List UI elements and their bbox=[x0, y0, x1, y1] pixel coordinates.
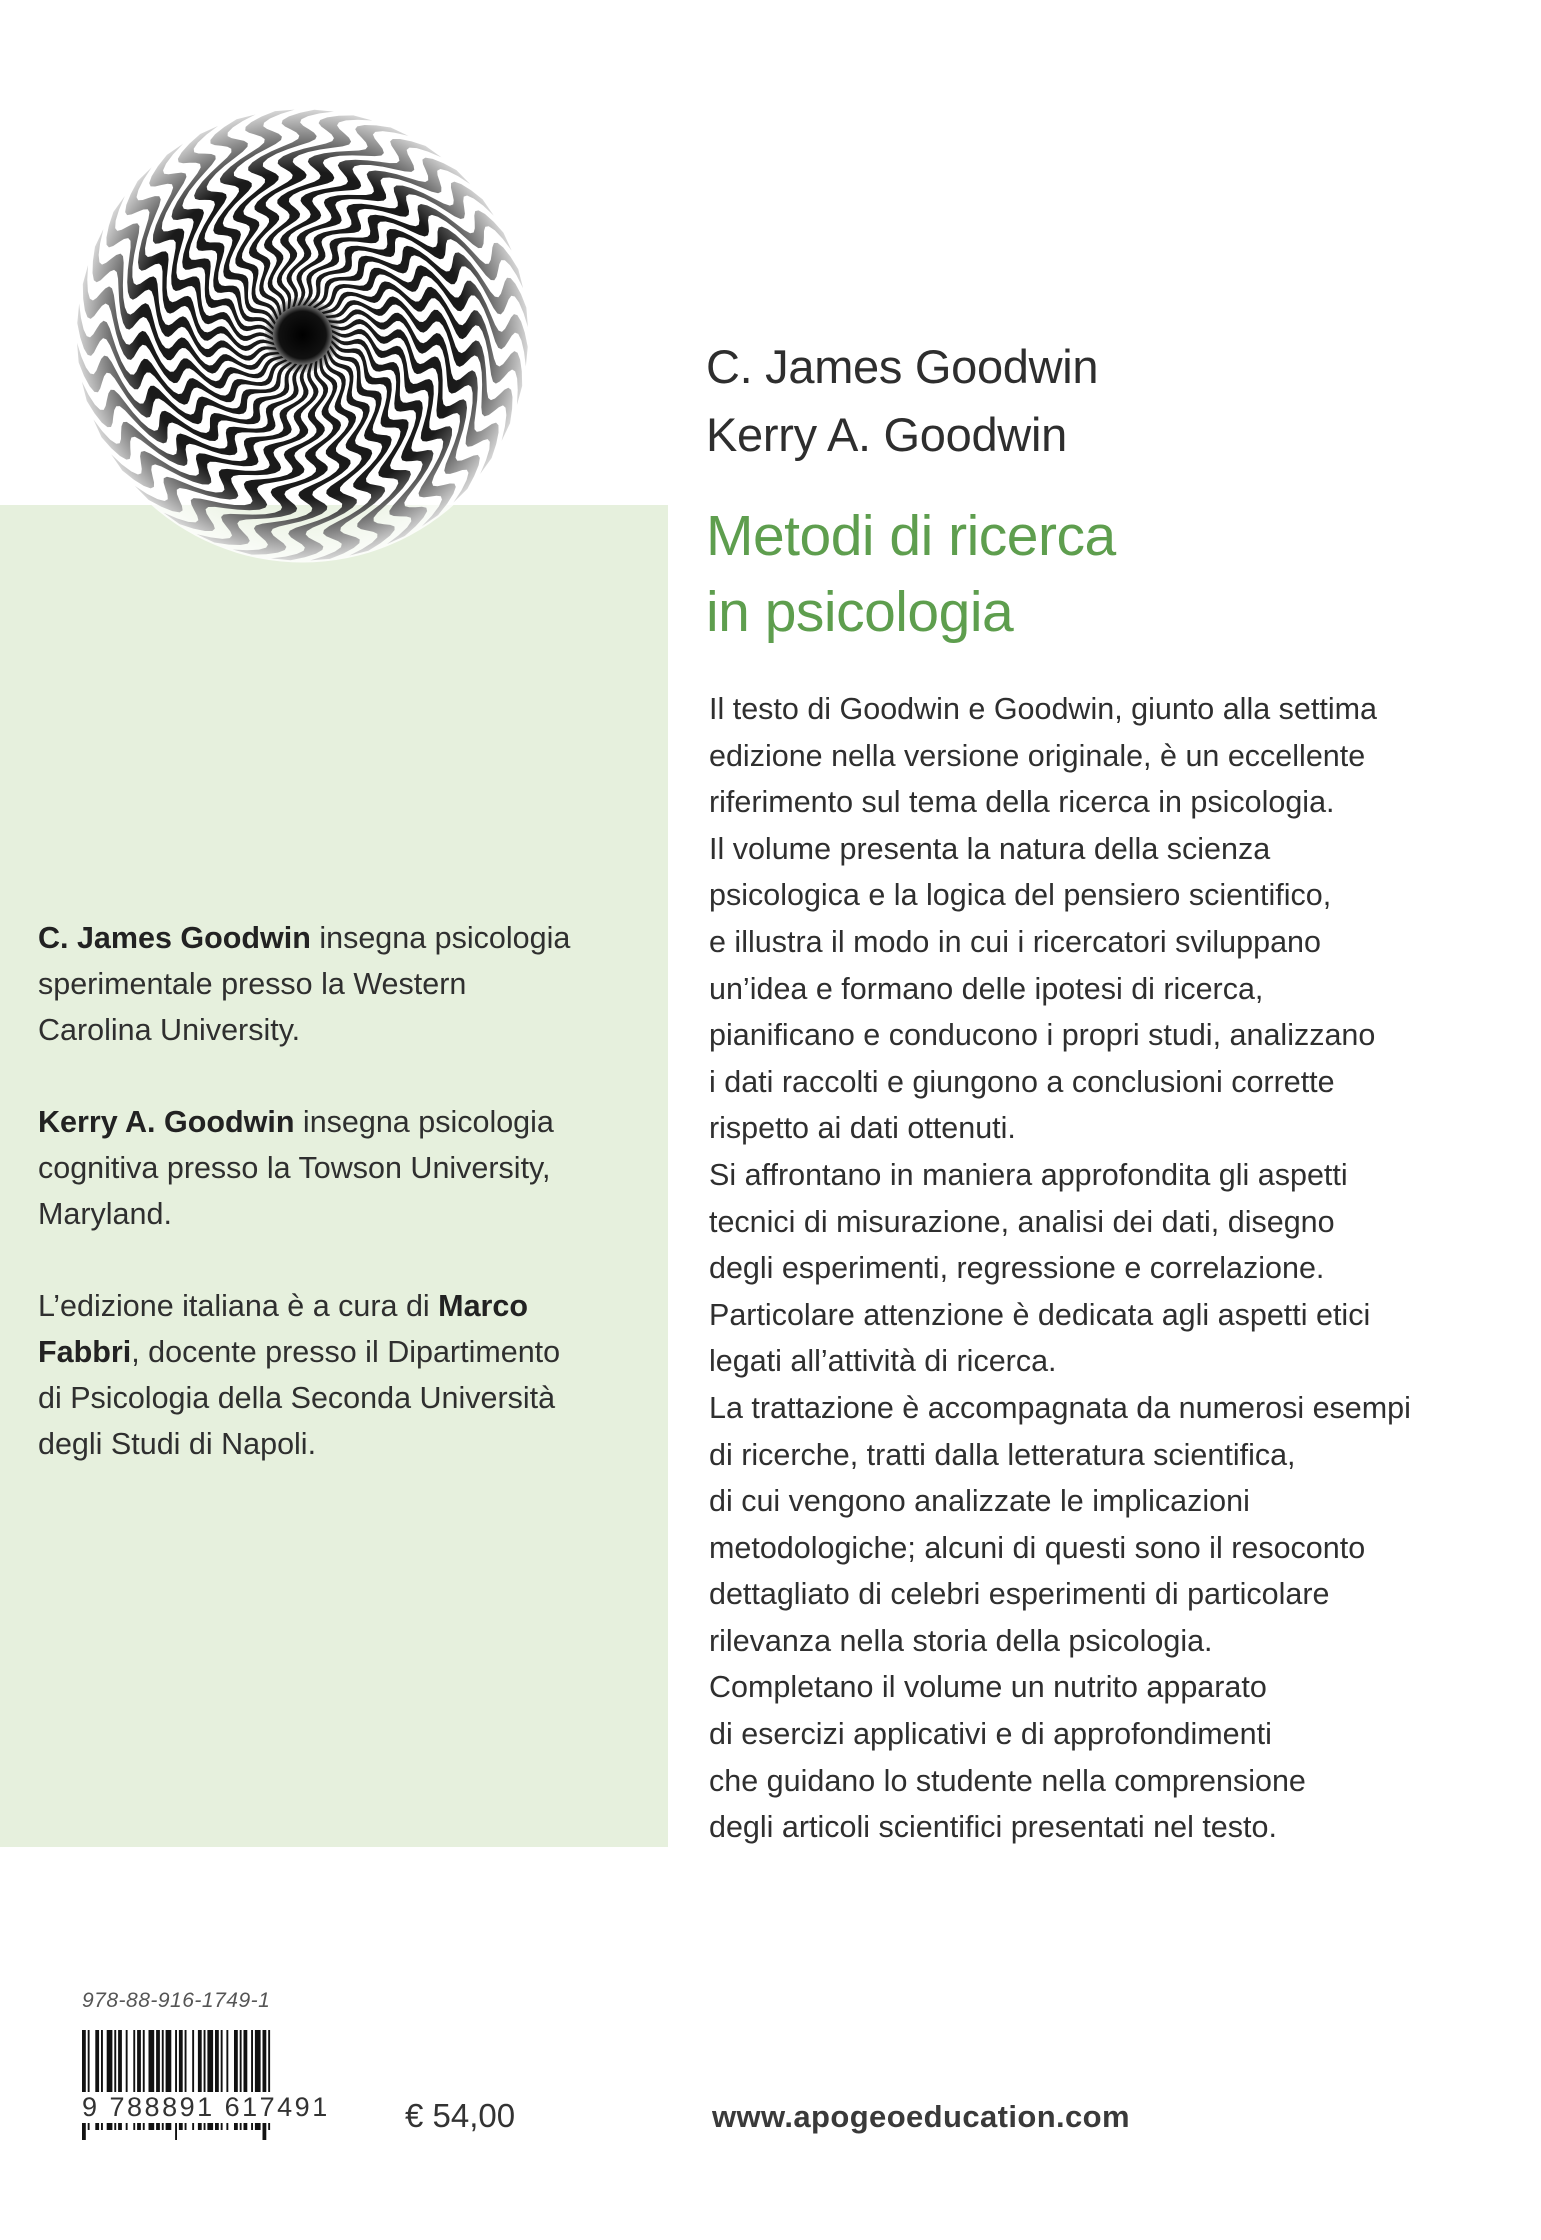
author-bios bbox=[38, 915, 658, 1467]
bio-author-2-line-3: Maryland. bbox=[38, 1197, 172, 1231]
description-line: degli articoli scientifici presentati nel testo. bbox=[709, 1810, 1277, 1845]
bio-editor-line-3: di Psicologia della Seconda Università bbox=[38, 1381, 556, 1415]
barcode-bar bbox=[175, 2030, 177, 2140]
description-line: riferimento sul tema della ricerca in psicologia. bbox=[709, 785, 1335, 820]
publisher-website[interactable]: www.apogeoeducation.com bbox=[712, 2099, 1130, 2134]
spiral-illusion-icon bbox=[75, 100, 530, 570]
description-line: Il volume presenta la natura della scienza bbox=[709, 831, 1271, 866]
description-line: e illustra il modo in cui i ricercatori sviluppano bbox=[709, 924, 1321, 959]
description-line: pianificano e conducono i propri studi, analizzano bbox=[709, 1018, 1376, 1053]
description-line: Particolare attenzione è dedicata agli aspetti etici bbox=[709, 1297, 1371, 1332]
book-title-line-1: Metodi di ricerca bbox=[706, 504, 1116, 568]
book-title-line-2: in psicologia bbox=[706, 580, 1014, 644]
description-line: di esercizi applicativi e di approfondimenti bbox=[709, 1717, 1272, 1752]
bio-editor-line-2: Fabbri, docente presso il Dipartimento bbox=[38, 1335, 561, 1369]
bio-author-1-name: C. James Goodwin bbox=[38, 921, 311, 955]
description-line: che guidano lo studente nella comprensione bbox=[709, 1763, 1306, 1798]
author-name-1: C. James Goodwin bbox=[706, 340, 1099, 393]
description-line: Completano il volume un nutrito apparato bbox=[709, 1670, 1267, 1705]
bio-author-2-name: Kerry A. Goodwin bbox=[38, 1105, 295, 1139]
isbn-number: 978-88-916-1749-1 bbox=[82, 1989, 271, 2012]
book-title bbox=[706, 498, 1116, 650]
description-line: La trattazione è accompagnata da numerosi esempi bbox=[709, 1390, 1411, 1425]
description-line: tecnici di misurazione, analisi dei dati, disegno bbox=[709, 1204, 1335, 1239]
description-line: Il testo di Goodwin e Goodwin, giunto alla settima bbox=[709, 692, 1377, 726]
bio-editor-name-1: Marco bbox=[438, 1289, 529, 1323]
description-line: Si affrontano in maniera approfondita gli aspetti bbox=[709, 1157, 1348, 1192]
bio-author-1-line-3: Carolina University. bbox=[38, 1013, 301, 1047]
description-line: legati all’attività di ricerca. bbox=[709, 1344, 1057, 1379]
description-line: psicologica e la logica del pensiero scientifico, bbox=[709, 878, 1332, 913]
description-line: di cui vengono analizzate le implicazioni bbox=[709, 1484, 1250, 1519]
cover-authors bbox=[706, 333, 1098, 469]
bio-editor-name-2: Fabbri bbox=[38, 1335, 132, 1369]
barcode-digits: 9 788891 617491 bbox=[80, 2092, 340, 2123]
bio-author-2-line-2: cognitiva presso la Towson University, bbox=[38, 1151, 551, 1185]
barcode-icon bbox=[80, 2030, 340, 2150]
description-line: i dati raccolti e giungono a conclusioni corrette bbox=[709, 1064, 1335, 1099]
bio-author-2-line-1: Kerry A. Goodwin insegna psicologia bbox=[38, 1105, 554, 1139]
price: € 54,00 bbox=[405, 2097, 516, 2134]
description-line: di ricerche, tratti dalla letteratura scientifica, bbox=[709, 1437, 1296, 1472]
barcode-bar bbox=[82, 2030, 86, 2140]
description-line: degli esperimenti, regressione e correlazione. bbox=[709, 1251, 1325, 1286]
book-description bbox=[709, 686, 1469, 1851]
description-line: rilevanza nella storia della psicologia. bbox=[709, 1623, 1213, 1658]
description-line: metodologiche; alcuni di questi sono il resoconto bbox=[709, 1530, 1366, 1565]
description-line: edizione nella versione originale, è un eccellente bbox=[709, 738, 1366, 773]
barcode-bar bbox=[263, 2030, 267, 2140]
bio-author-1-line-1: C. James Goodwin insegna psicologia bbox=[38, 921, 571, 955]
author-name-2: Kerry A. Goodwin bbox=[706, 408, 1067, 461]
description-line: un’idea e formano delle ipotesi di ricerca, bbox=[709, 971, 1264, 1006]
description-line: rispetto ai dati ottenuti. bbox=[709, 1111, 1016, 1146]
bio-editor-line-4: degli Studi di Napoli. bbox=[38, 1427, 317, 1461]
description-line: dettagliato di celebri esperimenti di particolare bbox=[709, 1577, 1330, 1612]
bio-author-1-line-2: sperimentale presso la Western bbox=[38, 967, 467, 1001]
bio-editor-line-1: L’edizione italiana è a cura di Marco bbox=[38, 1289, 529, 1323]
